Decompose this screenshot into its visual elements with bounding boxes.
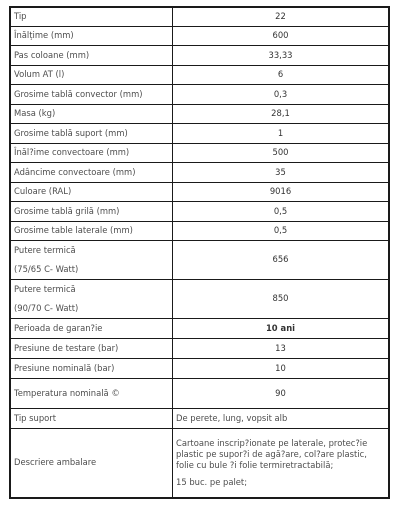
row-label: Grosime tablă convector (mm) bbox=[10, 84, 173, 104]
table-row bbox=[10, 65, 389, 84]
row-label-line2: (75/65 C- Watt) bbox=[14, 263, 79, 274]
table-row bbox=[10, 378, 389, 408]
table-row bbox=[10, 162, 389, 182]
packaging-quantity: 15 buc. pe palet; bbox=[176, 476, 248, 487]
table-row bbox=[10, 358, 389, 378]
row-label bbox=[10, 279, 173, 318]
row-value: 850 bbox=[173, 279, 390, 318]
row-value: 6 bbox=[173, 65, 390, 84]
packaging-description: Cartoane inscrip?ionate pe laterale, protec?ie plastic pe supor?i de agă?are, col?are plastic, folie cu bule ?i folie termiretractabilă; bbox=[176, 437, 368, 470]
table-row bbox=[10, 182, 389, 201]
row-label: Volum AT (l) bbox=[10, 65, 173, 84]
table-row bbox=[10, 7, 389, 26]
row-label: Grosime tablă grilă (mm) bbox=[10, 201, 173, 221]
row-label: Perioada de garan?ie bbox=[10, 318, 173, 338]
row-value: 10 bbox=[173, 358, 390, 378]
row-label: Presiune de testare (bar) bbox=[10, 338, 173, 358]
row-label: Descriere ambalare bbox=[10, 428, 173, 498]
row-value: 600 bbox=[173, 26, 390, 45]
row-label: Temperatura nominală © bbox=[10, 378, 173, 408]
row-value: 22 bbox=[173, 7, 390, 26]
row-value: 0,5 bbox=[173, 221, 390, 240]
table-row bbox=[10, 84, 389, 104]
row-value: 10 ani bbox=[173, 318, 390, 338]
row-label: Pas coloane (mm) bbox=[10, 45, 173, 65]
table-row bbox=[10, 143, 389, 162]
table-row bbox=[10, 201, 389, 221]
table-row bbox=[10, 26, 389, 45]
row-label-line1: Putere termică bbox=[14, 283, 76, 294]
row-label bbox=[10, 240, 173, 279]
table-row bbox=[10, 221, 389, 240]
row-label-line2: (90/70 C- Watt) bbox=[14, 302, 79, 313]
row-label: Grosime table laterale (mm) bbox=[10, 221, 173, 240]
table-row bbox=[10, 123, 389, 143]
row-value: De perete, lung, vopsit alb bbox=[173, 408, 390, 428]
row-value: 33,33 bbox=[173, 45, 390, 65]
row-label: Grosime tablă suport (mm) bbox=[10, 123, 173, 143]
table-row bbox=[10, 338, 389, 358]
table-row bbox=[10, 45, 389, 65]
table-row bbox=[10, 408, 389, 428]
row-label: Tip suport bbox=[10, 408, 173, 428]
row-value: 1 bbox=[173, 123, 390, 143]
row-value bbox=[173, 428, 390, 498]
row-value: 28,1 bbox=[173, 104, 390, 123]
row-label: Înălțime (mm) bbox=[10, 26, 173, 45]
row-label: Adâncime convectoare (mm) bbox=[10, 162, 173, 182]
row-label: Înăl?ime convectoare (mm) bbox=[10, 143, 173, 162]
row-value: 13 bbox=[173, 338, 390, 358]
row-label: Culoare (RAL) bbox=[10, 182, 173, 201]
table-row bbox=[10, 104, 389, 123]
table-row bbox=[10, 428, 389, 498]
row-label: Masa (kg) bbox=[10, 104, 173, 123]
row-label: Tip bbox=[10, 7, 173, 26]
row-value: 500 bbox=[173, 143, 390, 162]
spec-table bbox=[9, 6, 390, 499]
row-value: 35 bbox=[173, 162, 390, 182]
row-value: 90 bbox=[173, 378, 390, 408]
row-value: 9016 bbox=[173, 182, 390, 201]
table-row bbox=[10, 279, 389, 318]
row-value: 0,5 bbox=[173, 201, 390, 221]
row-label: Presiune nominală (bar) bbox=[10, 358, 173, 378]
row-value: 656 bbox=[173, 240, 390, 279]
table-row bbox=[10, 240, 389, 279]
row-label-line1: Putere termică bbox=[14, 244, 76, 255]
table-row bbox=[10, 318, 389, 338]
row-value: 0,3 bbox=[173, 84, 390, 104]
